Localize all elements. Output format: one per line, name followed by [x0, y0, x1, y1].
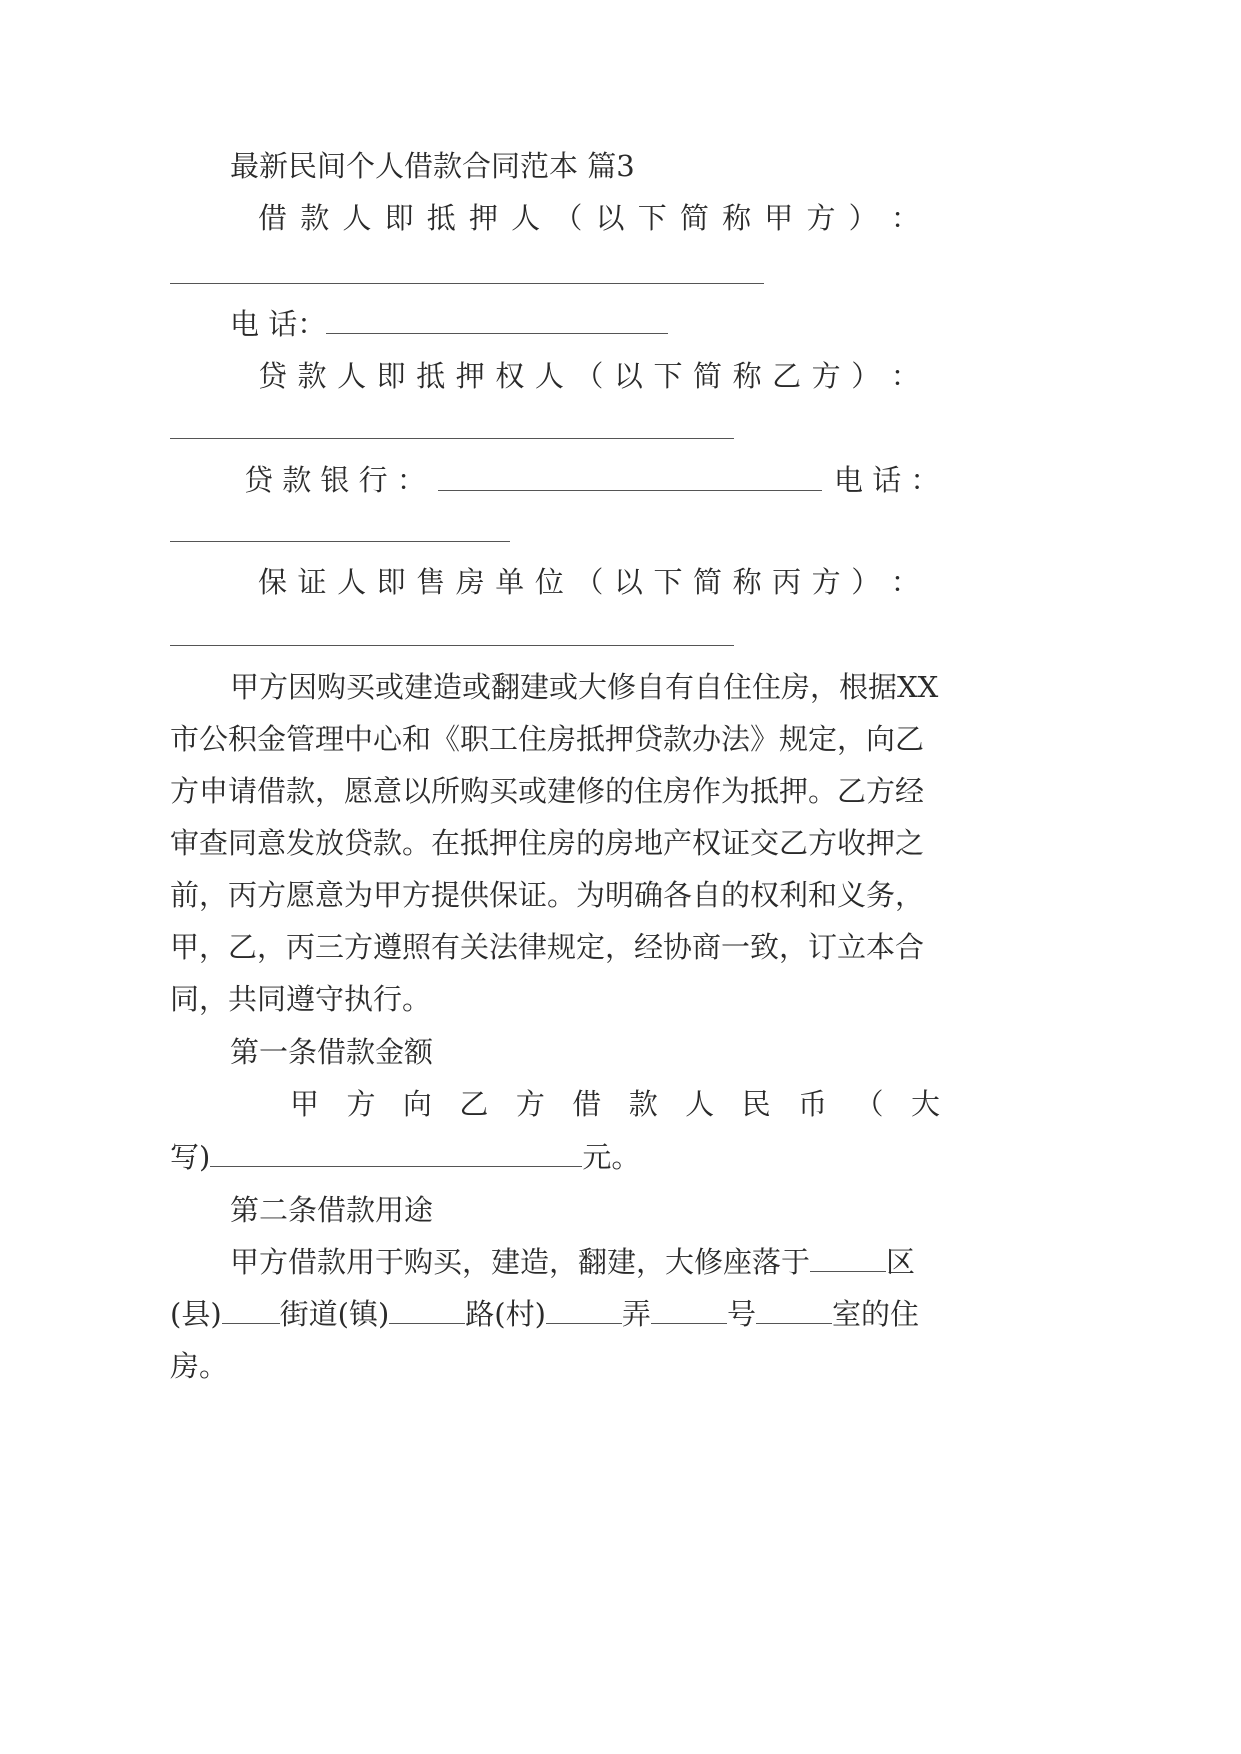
article2-heading: 第二条借款用途: [230, 1193, 434, 1227]
label-char: 人: [337, 565, 367, 599]
label-char: 人: [342, 201, 372, 235]
label-char: 方: [346, 1087, 376, 1121]
label-char: ：: [890, 565, 920, 599]
label-char: ）: [848, 201, 878, 235]
intro-line: 甲方因购买或建造或翻建或大修自有自住住房，根据XX: [230, 670, 939, 704]
label-char: 借: [572, 1087, 602, 1121]
lender-label: [258, 356, 920, 396]
label-char: 币: [798, 1087, 828, 1121]
intro-line: 同，共同遵守执行。: [170, 982, 432, 1016]
label-char: 大: [910, 1087, 940, 1121]
label-char: 向: [402, 1087, 432, 1121]
label-char: 称: [732, 565, 762, 599]
label-char: 甲: [290, 1087, 320, 1121]
district-blank: [810, 1243, 886, 1272]
label-char: 人: [337, 359, 367, 393]
bank-blank-line: [438, 490, 822, 491]
label-char: ）: [851, 565, 881, 599]
label-char: ）: [851, 359, 881, 393]
article2-line1-end: 区: [886, 1245, 916, 1279]
label-char: 抵: [426, 201, 456, 235]
lane-blank: [546, 1295, 622, 1324]
label-char: 下: [653, 359, 683, 393]
label-char: 款: [297, 359, 327, 393]
label-char: 人: [685, 1087, 715, 1121]
label-char: 人: [511, 201, 541, 235]
label-char: 房: [455, 565, 485, 599]
label-char: 乙: [772, 359, 802, 393]
label-char: 简: [693, 359, 723, 393]
label-char: （: [574, 359, 604, 393]
label-char: 简: [693, 565, 723, 599]
label-char: ：: [890, 201, 920, 235]
article1-line2-end: 元。: [582, 1140, 641, 1174]
label-char: 方: [806, 201, 836, 235]
article2-line-3: 房。: [170, 1349, 229, 1383]
label-char: 方: [811, 565, 841, 599]
guarantor-blank-line: [170, 645, 734, 646]
lender-blank-line: [170, 438, 734, 439]
label-char: （: [574, 565, 604, 599]
label-char: 称: [732, 359, 762, 393]
road-blank: [389, 1295, 465, 1324]
number-text: 号: [726, 1297, 756, 1331]
phone-blank: [326, 305, 668, 334]
label-char: 即: [376, 565, 406, 599]
intro-line: 甲，乙，丙三方遵照有关法律规定，经协商一致，订立本合: [170, 930, 925, 964]
label-char: 方: [515, 1087, 545, 1121]
lane-text: 弄: [621, 1297, 651, 1331]
label-char: ：: [890, 359, 920, 393]
article2-line-1: [230, 1242, 915, 1282]
label-char: 下: [653, 565, 683, 599]
label-char: 以: [613, 359, 643, 393]
label-char: 称: [722, 201, 752, 235]
amount-blank: [210, 1138, 582, 1167]
label-char: 权: [495, 359, 525, 393]
road-text: 路(村): [465, 1297, 546, 1331]
label-char: （: [854, 1087, 884, 1121]
label-char: 位: [534, 565, 564, 599]
number-blank: [651, 1295, 727, 1324]
street-text: 街道(镇): [279, 1297, 390, 1331]
label-char: 人: [534, 359, 564, 393]
label-char: 以: [595, 201, 625, 235]
label-char: 款: [300, 201, 330, 235]
phone-line: [230, 304, 668, 344]
bank-phone-label: 电 话 ：: [834, 463, 940, 497]
guarantor-label: [258, 562, 920, 602]
label-char: 民: [741, 1087, 771, 1121]
borrower-blank-line: [170, 283, 764, 284]
label-char: 方: [811, 359, 841, 393]
bank-phone-blank-line: [170, 541, 510, 542]
street-blank: [222, 1295, 280, 1324]
label-char: 甲: [764, 201, 794, 235]
label-char: 抵: [416, 359, 446, 393]
label-char: 贷: [258, 359, 288, 393]
label-char: 简: [679, 201, 709, 235]
label-char: 下: [637, 201, 667, 235]
room-text: 室的住: [831, 1297, 919, 1331]
label-char: （: [553, 201, 583, 235]
label-char: 借: [258, 201, 288, 235]
county-text: (县): [170, 1297, 222, 1331]
label-char: 押: [468, 201, 498, 235]
article2-line-2: [170, 1294, 919, 1334]
label-char: 款: [628, 1087, 658, 1121]
label-char: 丙: [772, 565, 802, 599]
label-char: 售: [416, 565, 446, 599]
intro-line: 市公积金管理中心和《职工住房抵押贷款办法》规定，向乙: [170, 722, 925, 756]
article1-heading: 第一条借款金额: [230, 1035, 434, 1069]
borrower-label: [258, 198, 920, 238]
phone-label: 电 话：: [230, 307, 327, 341]
article1-amount-line: [290, 1084, 940, 1124]
document-title: 最新民间个人借款合同范本 篇3: [230, 149, 635, 183]
room-blank: [756, 1295, 832, 1324]
article1-amount-line-2: [170, 1137, 640, 1177]
label-char: 即: [376, 359, 406, 393]
label-char: 乙: [459, 1087, 489, 1121]
label-char: 单: [495, 565, 525, 599]
label-char: 保: [258, 565, 288, 599]
intro-line: 方申请借款，愿意以所购买或建修的住房作为抵押。乙方经: [170, 774, 925, 808]
label-char: 证: [297, 565, 327, 599]
intro-line: 审查同意发放贷款。在抵押住房的房地产权证交乙方收押之: [170, 826, 925, 860]
intro-line: 前，丙方愿意为甲方提供保证。为明确各自的权利和义务，: [170, 878, 925, 912]
label-char: 以: [613, 565, 643, 599]
label-char: 押: [455, 359, 485, 393]
label-char: 即: [384, 201, 414, 235]
article2-line1-start: 甲方借款用于购买，建造，翻建，大修座落于: [230, 1245, 811, 1279]
bank-label: 贷 款 银 行 ：: [244, 463, 426, 497]
article1-line2-start: 写): [170, 1140, 211, 1174]
